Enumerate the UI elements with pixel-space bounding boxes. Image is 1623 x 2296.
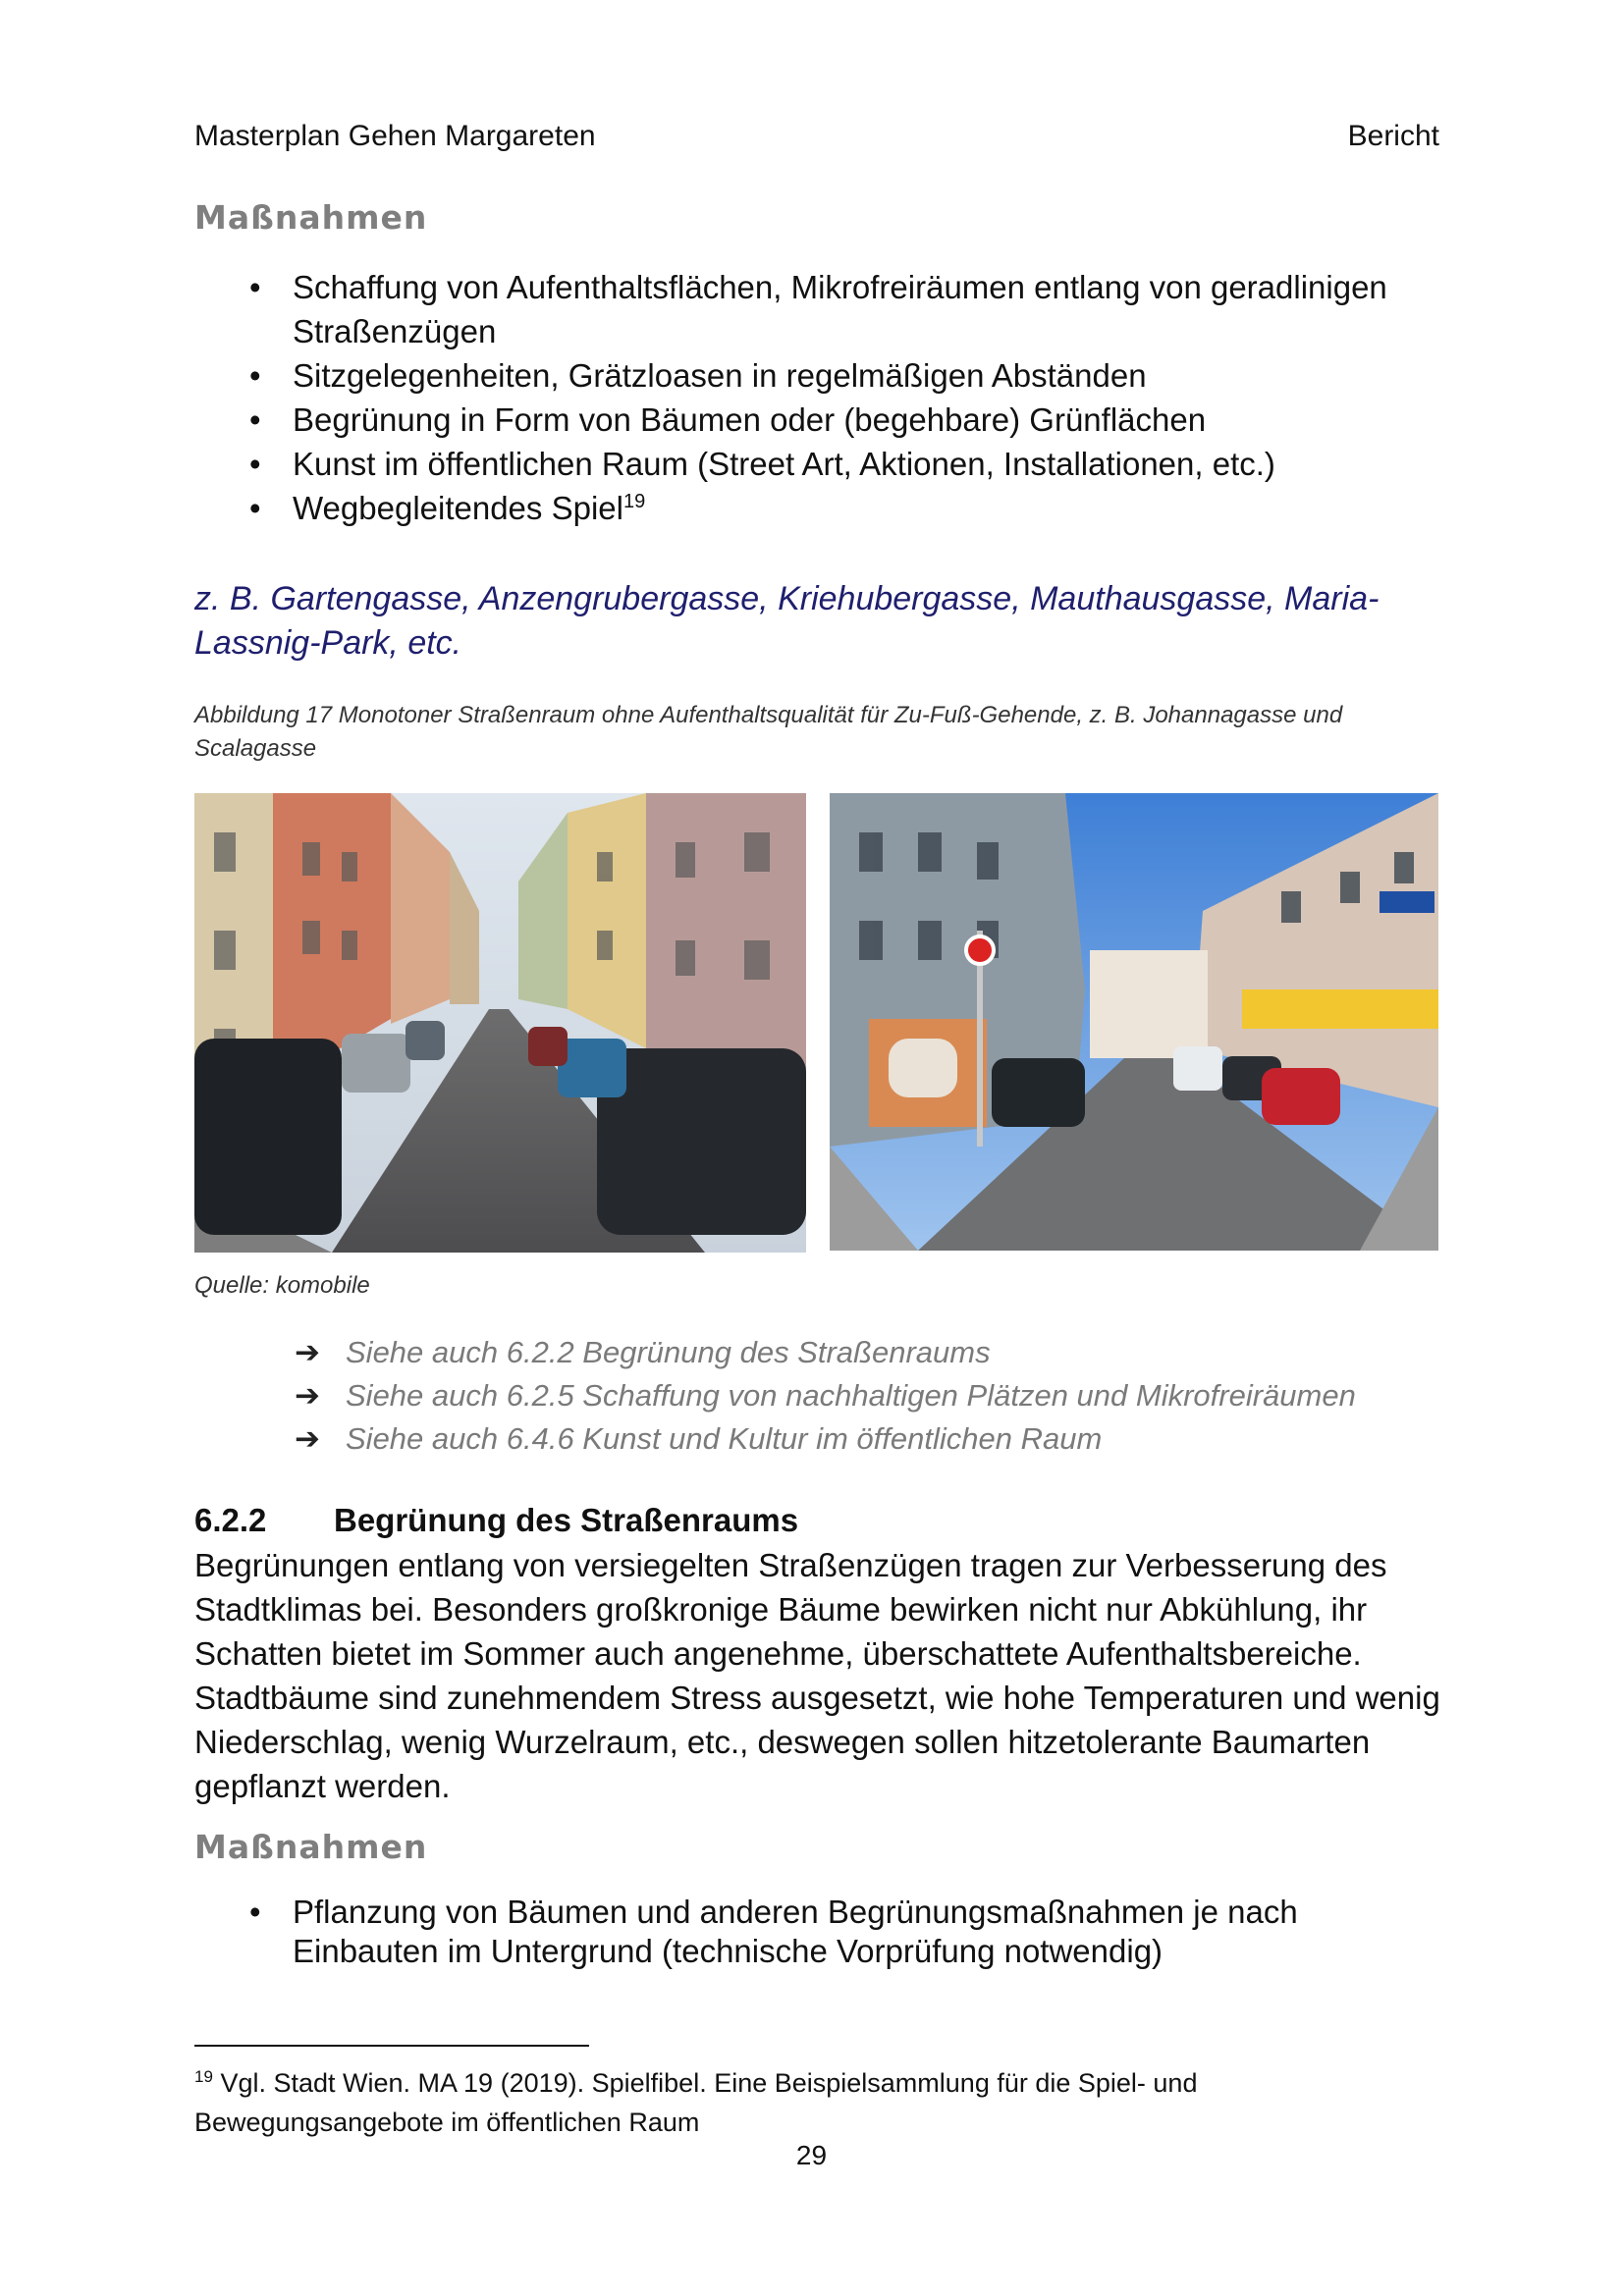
arrow-right-icon: ➔ — [295, 1378, 320, 1413]
figure-caption: Abbildung 17 Monotoner Straßenraum ohne Aufenthaltsqualität für Zu-Fuß-Gehende, z. B. Johannagasse und Scalagasse — [194, 702, 1343, 762]
page-number: 29 — [795, 2140, 828, 2170]
footnote-marker: 19 — [622, 491, 646, 512]
cross-reference-link[interactable]: ➔ Siehe auch 6.2.5 Schaffung von nachhaltigen Plätzen und Mikrofreiräumen — [295, 1374, 1356, 1417]
massnahmen-list-1 — [194, 265, 1441, 530]
list-item: • Begrünung in Form von Bäumen oder (begehbare) Grünflächen — [249, 401, 1207, 438]
list-item: • Kunst im öffentlichen Raum (Street Art, Aktionen, Installationen, etc.) — [249, 446, 1275, 482]
cross-references — [295, 1331, 1356, 1461]
cross-reference-link[interactable]: ➔ Siehe auch 6.4.6 Kunst und Kultur im öffentlichen Raum — [295, 1417, 1356, 1461]
footnote — [194, 2063, 1441, 2142]
section-title: Begrünung des Straßenraums — [334, 1502, 799, 1538]
list-item: • Schaffung von Aufenthaltsflächen, Mikrofreiräumen entlang von geradlinigen Straßenzügen — [249, 269, 1387, 349]
list-item: • Wegbegleitendes Spiel$^{19}$ — [249, 490, 646, 526]
section-number: 6.2.2 — [194, 1502, 267, 1538]
massnahmen-list-2 — [194, 1893, 1402, 1971]
massnahmen-heading-2: Maßnahmen — [194, 1828, 428, 1866]
footnote-text: Vgl. Stadt Wien. MA 19 (2019). Spielfibel. Eine Beispielsammlung für die Spiel- und Bewegungsangebote im öffentlichen Raum — [194, 2068, 1198, 2137]
street-photo-left — [194, 793, 806, 1253]
footnote-divider — [194, 2045, 589, 2047]
section-body: Begrünungen entlang von versiegelten Straßenzügen tragen zur Verbesserung des Stadtklimas bei. Besonders großkronige Bäume bewirken nicht nur Abkühlung, ihr Schatten bietet im Sommer auch angenehme, überschattete Aufenthaltsbereiche. Stadtbäume sind zunehmendem Stress ausgesetzt, wie hohe Temperaturen und wenig Niederschlag, wenig Wurzelraum, etc., deswegen sollen hitzetolerante Baumarten gepflanzt werden. — [194, 1547, 1440, 1804]
arrow-right-icon: ➔ — [295, 1335, 320, 1369]
header-section: Bericht — [1347, 120, 1439, 152]
list-item: • Sitzgelegenheiten, Grätzloasen in regelmäßigen Abständen — [249, 357, 1147, 394]
cross-reference-link[interactable]: ➔ Siehe auch 6.2.2 Begrünung des Straßenraums — [295, 1331, 1356, 1374]
street-photo-right — [830, 793, 1438, 1251]
list-item: • Pflanzung von Bäumen und anderen Begrünungsmaßnahmen je nach Einbauten im Untergrund (technische Vorprüfung notwendig) — [249, 1894, 1298, 1969]
massnahmen-heading-1: Maßnahmen — [194, 198, 428, 237]
header-title: Masterplan Gehen Margareten — [194, 120, 596, 152]
footnote-number: 19 — [194, 2067, 213, 2086]
section-heading — [194, 1502, 798, 1539]
arrow-right-icon: ➔ — [295, 1421, 320, 1456]
page-header — [194, 120, 1439, 159]
figure-source: Quelle: komobile — [194, 1272, 370, 1299]
street-examples: z. B. Gartengasse, Anzengrubergasse, Kriehubergasse, Mauthausgasse, Maria-Lassnig-Park, etc. — [194, 580, 1380, 662]
